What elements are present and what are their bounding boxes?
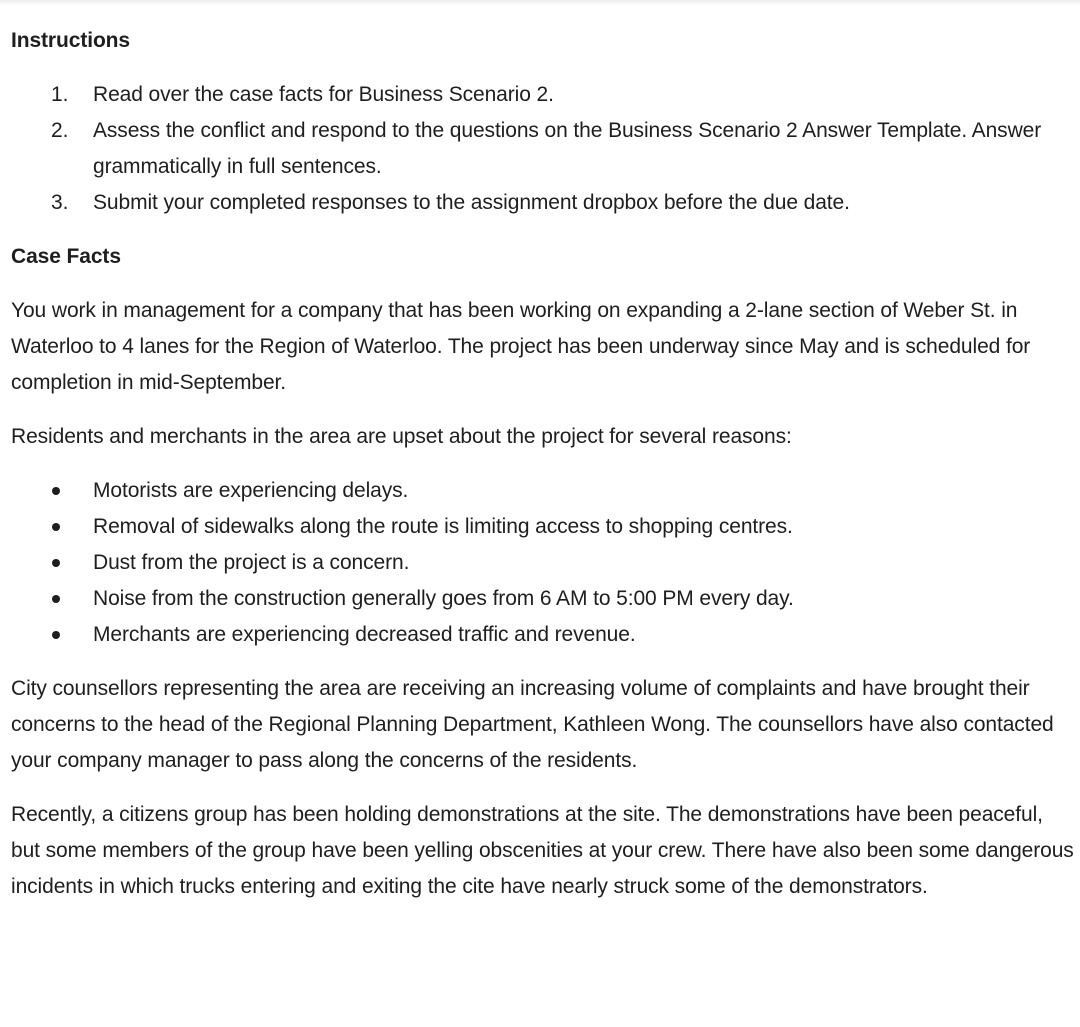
list-item-text: Merchants are experiencing decreased traffic and revenue. [93, 623, 636, 646]
case-facts-paragraph-1: You work in management for a company that has been working on expanding a 2-lane section of Weber St. in Waterloo to 4 lanes for the Region of Waterloo. The project has been underway since May and is scheduled for completion in mid-September. [11, 299, 1031, 394]
list-item [11, 509, 1077, 545]
list-item-text: Assess the conflict and respond to the questions on the Business Scenario 2 Answer Template. Answer grammatically in full sentences. [93, 119, 1042, 178]
list-item-text: Noise from the construction generally goes from 6 AM to 5:00 PM every day. [93, 587, 794, 610]
bullet-icon [52, 595, 60, 603]
case-facts-paragraph-2: Residents and merchants in the area are upset about the project for several reasons: [11, 425, 792, 448]
instructions-heading: Instructions [11, 29, 130, 52]
bullet-icon [52, 523, 60, 531]
list-item [11, 185, 1077, 221]
list-item [11, 617, 1077, 653]
page-top-edge [0, 0, 1080, 5]
reasons-list [11, 473, 1077, 653]
bullet-icon [52, 487, 60, 495]
list-item [11, 473, 1077, 509]
list-item [11, 77, 1077, 113]
instructions-list [11, 77, 1077, 221]
list-number: 2. [51, 119, 69, 142]
list-number: 1. [51, 83, 69, 106]
list-item-text: Submit your completed responses to the assignment dropbox before the due date. [93, 191, 850, 214]
bullet-icon [52, 559, 60, 567]
list-item [11, 545, 1077, 581]
case-facts-paragraph-3: City counsellors representing the area are receiving an increasing volume of complaints and have brought their concerns to the head of the Regional Planning Department, Kathleen Wong. The counsellors have also contacted your company manager to pass along the concerns of the residents. [11, 677, 1054, 772]
list-item-text: Read over the case facts for Business Scenario 2. [93, 83, 554, 106]
case-facts-paragraph-4: Recently, a citizens group has been holding demonstrations at the site. The demonstrations have been peaceful, but some members of the group have been yelling obscenities at your crew. There have also been some dangerous incidents in which trucks entering and exiting the cite have nearly struck some of the demonstrators. [11, 803, 1074, 898]
document-body [11, 23, 1077, 905]
list-item-text: Dust from the project is a concern. [93, 551, 410, 574]
list-item-text: Removal of sidewalks along the route is limiting access to shopping centres. [93, 515, 793, 538]
list-item [11, 581, 1077, 617]
list-item-text: Motorists are experiencing delays. [93, 479, 409, 502]
case-facts-heading: Case Facts [11, 245, 121, 268]
list-number: 3. [51, 191, 69, 214]
bullet-icon [52, 631, 60, 639]
list-item [11, 113, 1077, 185]
